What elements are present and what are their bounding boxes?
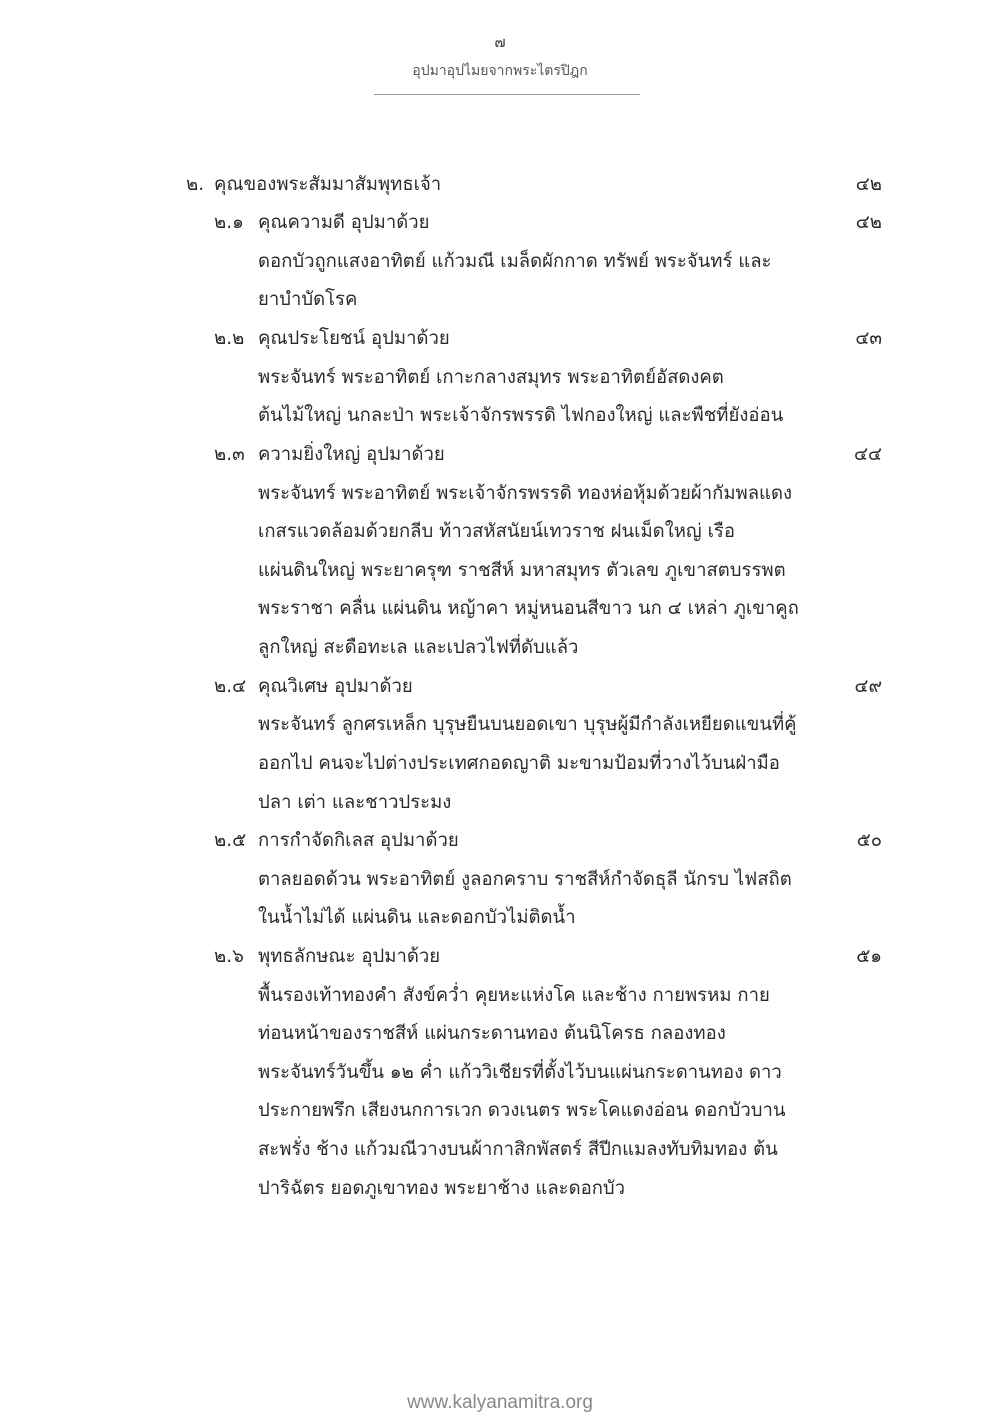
section-description-line: ปาริฉัตร ยอดภูเขาทอง พระยาช้าง และดอกบัว	[258, 1178, 626, 1199]
section-page-number: ๔๔	[853, 444, 882, 465]
section-description-line: พระจันทร์ พระอาทิตย์ พระเจ้าจักรพรรดิ ทองห่อหุ้มด้วยผ้ากัมพลแดง	[258, 483, 793, 504]
section-description-line: แผ่นดินใหญ่ พระยาครุฑ ราชสีห์ มหาสมุทร ตัวเลข ภูเขาสตบรรพต	[258, 560, 786, 581]
section-description-line: ปลา เต่า และชาวประมง	[258, 792, 452, 813]
section-number: ๒.๖	[214, 946, 244, 967]
section-title: คุณประโยชน์ อุปมาด้วย	[258, 328, 450, 349]
section-page-number: ๔๙	[854, 676, 882, 697]
chapter-title: คุณของพระสัมมาสัมพุทธเจ้า	[214, 174, 442, 195]
section-number: ๒.๓	[214, 444, 245, 465]
section-title: คุณวิเศษ อุปมาด้วย	[258, 676, 413, 697]
section-description-line: พระจันทร์ พระอาทิตย์ เกาะกลางสมุทร พระอาทิตย์อัสดงคต	[258, 367, 724, 388]
section-title: การกำจัดกิเลส อุปมาด้วย	[258, 830, 459, 851]
chapter-page-number: ๔๒	[855, 174, 882, 195]
section-description-line: พระจันทร์ ลูกศรเหล็ก บุรุษยืนบนยอดเขา บุรุษผู้มีกำลังเหยียดแขนที่คู้	[258, 714, 797, 735]
page-number: ๗	[494, 33, 506, 51]
section-number: ๒.๑	[214, 212, 244, 233]
section-description-line: ประกายพรึก เสียงนกการเวก ดวงเนตร พระโคแดงอ่อน ดอกบัวบาน	[258, 1100, 786, 1121]
section-title: คุณความดี อุปมาด้วย	[258, 212, 430, 233]
section-description-line: ตาลยอดด้วน พระอาทิตย์ งูลอกคราบ ราชสีห์กำจัดธุลี นักรบ ไฟสถิต	[258, 869, 792, 890]
section-number: ๒.๕	[214, 830, 247, 851]
section-description-line: พื้นรองเท้าทองคำ สังข์คว่ำ คุยหะแห่งโค และช้าง กายพรหม กาย	[258, 985, 770, 1006]
section-description-line: ในน้ำไม่ได้ แผ่นดิน และดอกบัวไม่ติดน้ำ	[258, 907, 576, 928]
section-description-line: ต้นไม้ใหญ่ นกละป่า พระเจ้าจักรพรรดิ ไฟกองใหญ่ และพืชที่ยังอ่อน	[258, 405, 784, 426]
section-number: ๒.๔	[214, 676, 247, 697]
running-header-title: อุปมาอุปไมยจากพระไตรปิฎก	[412, 63, 588, 79]
section-description-line: พระจันทร์วันขึ้น ๑๒ ค่ำ แก้ววิเชียรที่ตั้งไว้บนแผ่นกระดานทอง ดาว	[258, 1062, 782, 1083]
section-description-line: ออกไป คนจะไปต่างประเทศกอดญาติ มะขามป้อมที่วางไว้บนฝ่ามือ	[258, 753, 780, 774]
section-description-line: ยาบำบัดโรค	[258, 289, 358, 310]
section-description-line: เกสรแวดล้อมด้วยกลีบ ท้าวสหัสนัยน์เทวราช ฝนเม็ดใหญ่ เรือ	[258, 521, 735, 542]
section-number: ๒.๒	[214, 328, 245, 349]
section-description-line: ท่อนหน้าของราชสีห์ แผ่นกระดานทอง ต้นนิโครธ กลองทอง	[258, 1023, 726, 1044]
section-title: ความยิ่งใหญ่ อุปมาด้วย	[258, 444, 445, 465]
chapter-number: ๒.	[186, 174, 205, 195]
header-divider	[374, 94, 640, 95]
section-page-number: ๔๒	[855, 212, 882, 233]
section-description-line: ดอกบัวถูกแสงอาทิตย์ แก้วมณี เมล็ดผักกาด ทรัพย์ พระจันทร์ และ	[258, 251, 772, 272]
section-description-line: ลูกใหญ่ สะดือทะเล และเปลวไฟที่ดับแล้ว	[258, 637, 579, 658]
footer-website-url: www.kalyanamitra.org	[407, 1392, 593, 1413]
section-page-number: ๕๑	[856, 946, 882, 967]
section-description-line: พระราชา คลื่น แผ่นดิน หญ้าคา หมู่หนอนสีขาว นก ๔ เหล่า ภูเขาคูถ	[258, 598, 799, 619]
section-page-number: ๕๐	[856, 830, 882, 851]
section-title: พุทธลักษณะ อุปมาด้วย	[258, 946, 441, 967]
section-description-line: สะพรั่ง ช้าง แก้วมณีวางบนผ้ากาสิกพัสตร์ สีปีกแมลงทับทิมทอง ต้น	[258, 1139, 778, 1160]
section-page-number: ๔๓	[855, 328, 882, 349]
